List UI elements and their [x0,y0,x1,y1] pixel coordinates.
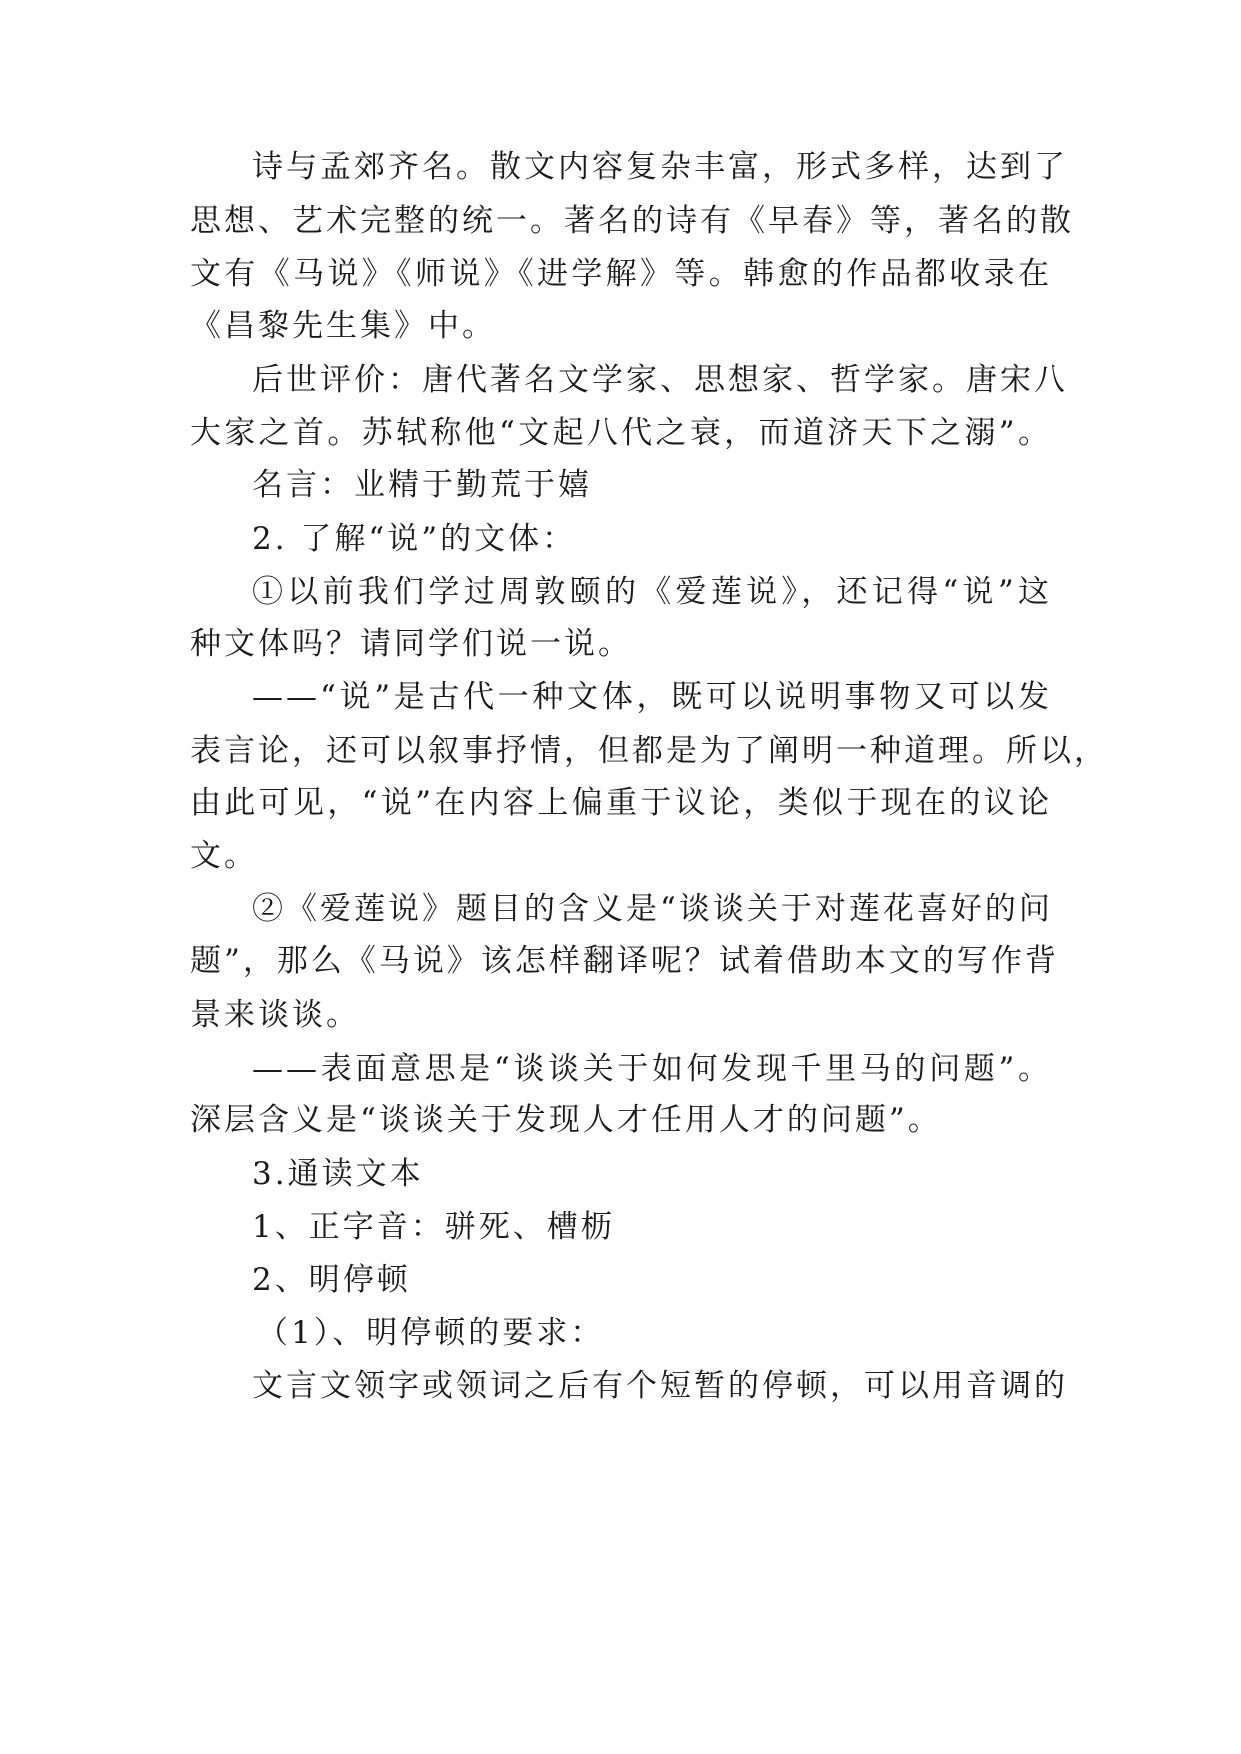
paragraph-line-9: ①以前我们学过周敦颐的《爱莲说》，还记得“说”这 [252,574,1052,610]
paragraph-line-11: ——“说”是古代一种文体，既可以说明事物又可以发 [252,679,1052,715]
paragraph-line-17: 景来谈谈。 [190,997,360,1033]
sub-list-item-1: （1）、明停顿的要求： [257,1315,605,1351]
list-item-2: 2、明停顿 [252,1262,411,1298]
paragraph-line-7: 名言：业精于勤荒于嬉 [252,467,592,503]
section-heading-3: 3.通读文本 [252,1156,424,1192]
section-heading-2: 2. 了解“说”的文体： [252,521,577,557]
paragraph-line-19: 深层含义是“谈谈关于发现人才任用人才的问题”。 [190,1102,942,1138]
paragraph-line-2: 思想、艺术完整的统一。著名的诗有《早春》等，著名的散 [190,203,1074,239]
paragraph-line-1: 诗与孟郊齐名。散文内容复杂丰富，形式多样，达到了 [252,149,1068,185]
paragraph-line-5: 后世评价：唐代著名文学家、思想家、哲学家。唐宋八 [252,362,1068,398]
paragraph-line-4: 《昌黎先生集》中。 [190,308,496,344]
paragraph-line-24: 文言文领字或领词之后有个短暂的停顿，可以用音调的 [252,1368,1068,1404]
paragraph-line-12: 表言论，还可以叙事抒情，但都是为了阐明一种道理。所以， [190,733,1108,769]
paragraph-line-16: 题”，那么《马说》该怎样翻译呢？试着借助本文的写作背 [190,943,1059,979]
paragraph-line-3: 文有《马说》《师说》《进学解》等。韩愈的作品都收录在 [190,256,1052,292]
paragraph-line-13: 由此可见，“说”在内容上偏重于议论，类似于现在的议论 [190,785,1052,821]
list-item-1: 1、正字音：骈死、槽枥 [252,1209,615,1245]
paragraph-line-18: ——表面意思是“谈谈关于如何发现千里马的问题”。 [252,1051,1052,1087]
paragraph-line-14: 文。 [190,838,258,874]
paragraph-line-10: 种文体吗？请同学们说一说。 [190,626,632,662]
paragraph-line-6: 大家之首。苏轼称他“文起八代之衰，而道济天下之溺”。 [190,415,1052,451]
paragraph-line-15: ②《爱莲说》题目的含义是“谈谈关于对莲花喜好的问 [252,891,1053,927]
